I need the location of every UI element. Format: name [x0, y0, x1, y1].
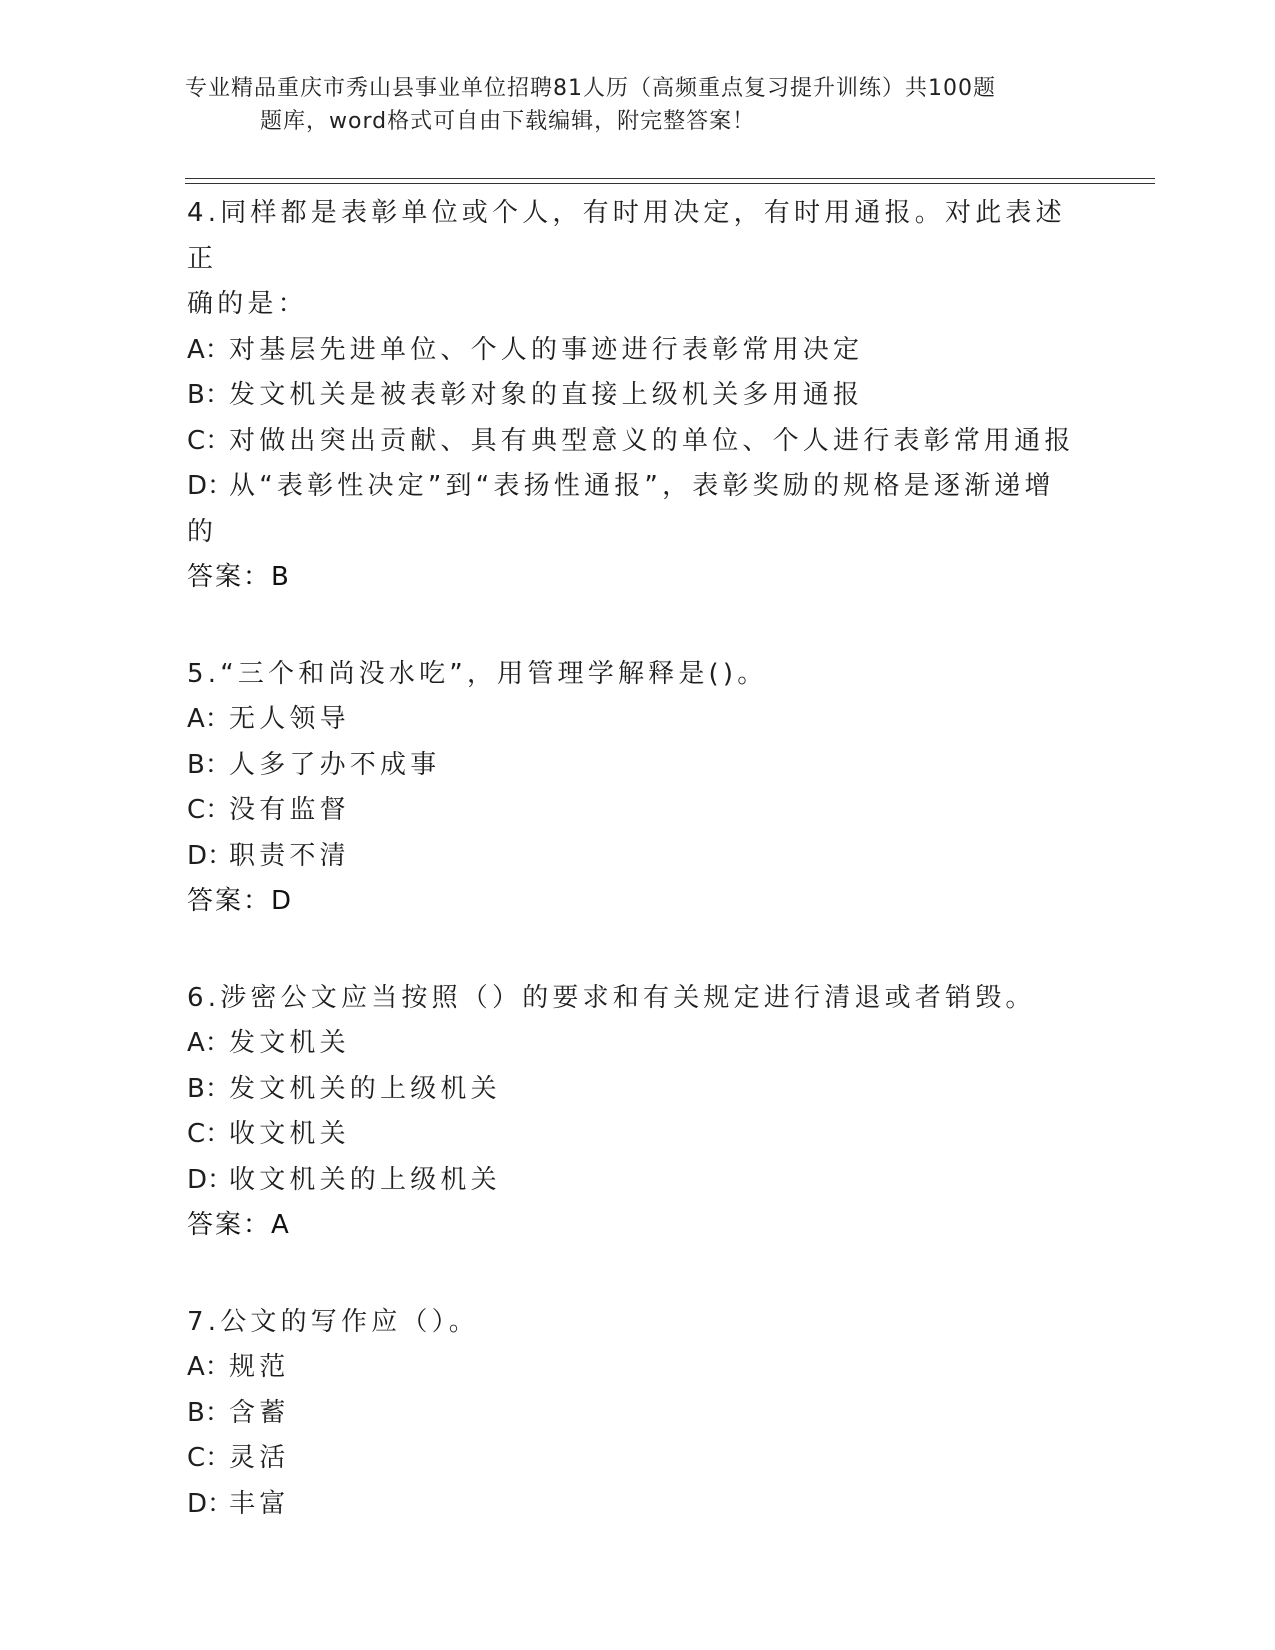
question-5	[187, 652, 1087, 925]
option-letter: C：	[187, 1443, 232, 1473]
option-text: 规范	[229, 1352, 290, 1382]
option-c	[187, 1112, 1087, 1158]
option-letter: C：	[187, 795, 232, 825]
option-letter: D：	[187, 840, 234, 871]
option-text: 发文机关的上级机关	[229, 1073, 501, 1104]
option-b	[187, 373, 1087, 419]
question-4	[187, 191, 1087, 601]
option-letter: D：	[187, 1164, 234, 1195]
question-stem: 4.同样都是表彰单位或个人，有时用决定，有时用通报。对此表述正	[187, 198, 1066, 274]
question-stem: 7.公文的写作应（）。	[187, 1306, 480, 1337]
question-6	[187, 976, 1087, 1249]
option-c	[187, 419, 1087, 465]
option-letter: B：	[187, 1073, 231, 1104]
answer: 答案：B	[187, 562, 291, 592]
option-text: 收文机关	[229, 1119, 350, 1149]
option-text: 从“表彰性决定”到“表扬性通报”，表彰奖励的规格是逐渐递增	[229, 471, 1055, 501]
option-letter: A：	[187, 704, 231, 734]
option-letter: B：	[187, 1397, 231, 1428]
option-a	[187, 697, 1087, 743]
header-title-line2: 题库，word格式可自由下载编辑，附完整答案！	[260, 109, 756, 134]
option-text: 没有监督	[229, 795, 350, 825]
page-header	[185, 72, 1065, 138]
option-text: 收文机关的上级机关	[229, 1164, 501, 1195]
question-stem: 6.涉密公文应当按照（）的要求和有关规定进行清退或者销毁。	[187, 982, 1036, 1013]
header-divider-bottom	[185, 183, 1155, 184]
option-text: 职责不清	[229, 840, 350, 871]
option-c	[187, 788, 1087, 834]
header-title-line1: 专业精品重庆市秀山县事业单位招聘81人历（高频重点复习提升训练）共100题	[185, 76, 996, 101]
option-text: 无人领导	[229, 704, 350, 734]
option-a	[187, 1021, 1087, 1067]
option-letter: A：	[187, 1352, 231, 1382]
option-b	[187, 1067, 1087, 1113]
option-a	[187, 1345, 1087, 1391]
question-stem: 5.“三个和尚没水吃”，用管理学解释是()。	[187, 658, 768, 689]
option-text: 发文机关是被表彰对象的直接上级机关多用通报	[229, 380, 864, 410]
option-letter: C：	[187, 425, 232, 456]
option-letter: C：	[187, 1119, 232, 1149]
option-letter: D：	[187, 471, 234, 501]
option-d-cont: 的	[187, 516, 218, 547]
option-d	[187, 1158, 1087, 1204]
option-letter: D：	[187, 1488, 234, 1519]
option-d	[187, 464, 1087, 510]
header-divider-top	[185, 178, 1155, 179]
option-text: 灵活	[229, 1443, 290, 1473]
option-letter: B：	[187, 749, 231, 780]
option-text: 含蓄	[229, 1397, 290, 1428]
answer: 答案：D	[187, 886, 294, 916]
answer: 答案：A	[187, 1210, 291, 1240]
option-text: 对基层先进单位、个人的事迹进行表彰常用决定	[229, 334, 864, 365]
option-d	[187, 834, 1087, 880]
option-b	[187, 1391, 1087, 1437]
question-stem-cont: 确的是：	[187, 289, 308, 319]
option-letter: A：	[187, 1028, 231, 1058]
option-letter: A：	[187, 334, 231, 365]
option-text: 发文机关	[229, 1028, 350, 1058]
option-a	[187, 328, 1087, 374]
option-d	[187, 1482, 1087, 1528]
option-letter: B：	[187, 380, 231, 410]
question-7	[187, 1300, 1087, 1528]
option-b	[187, 743, 1087, 789]
question-list	[187, 191, 1087, 1578]
option-c	[187, 1436, 1087, 1482]
option-text: 丰富	[229, 1488, 290, 1519]
option-text: 对做出突出贡献、具有典型意义的单位、个人进行表彰常用通报	[229, 425, 1075, 456]
option-text: 人多了办不成事	[229, 749, 441, 780]
